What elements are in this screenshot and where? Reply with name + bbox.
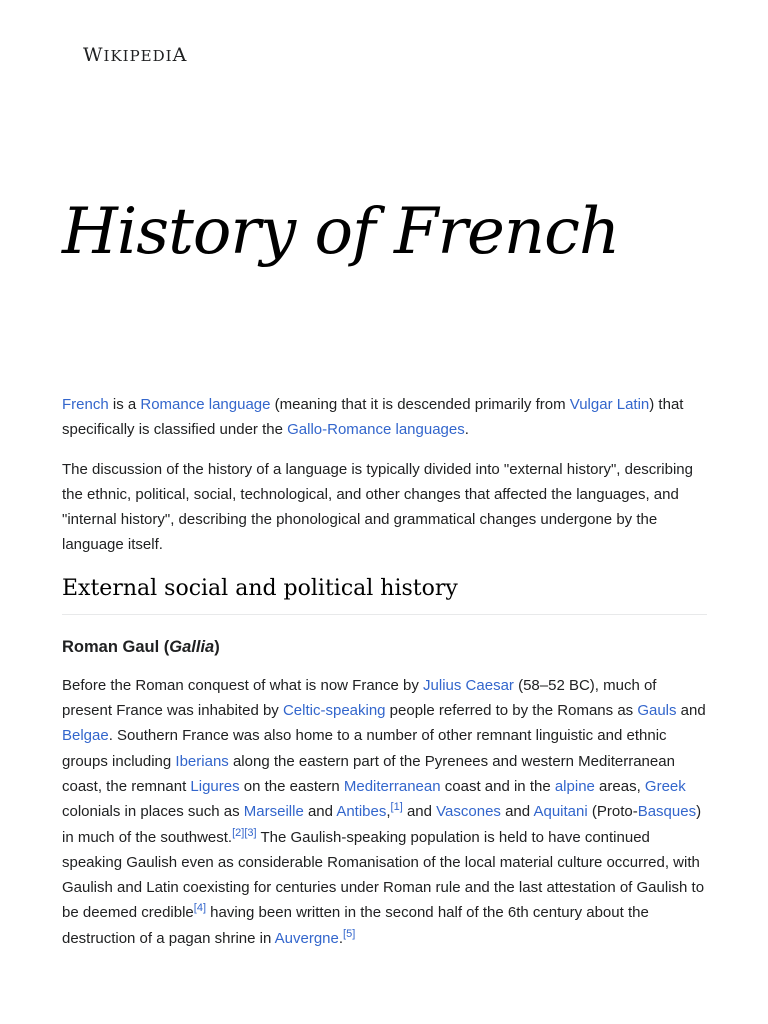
intro-paragraph-1 (62, 392, 707, 443)
link-auvergne[interactable]: Auvergne (274, 929, 339, 947)
text: people referred to by the Romans as (385, 702, 638, 720)
link-marseille[interactable]: Marseille (243, 803, 304, 821)
reference-4[interactable]: [4] (193, 902, 206, 915)
link-aquitani[interactable]: Aquitani (533, 803, 588, 821)
text: having been written in the second half of the 6th century about the destruction of a pagan shrine in (62, 904, 649, 947)
link-iberians[interactable]: Iberians (175, 752, 229, 770)
intro-paragraph-2: The discussion of the history of a language is typically divided into "external history", describing the ethnic, political, social, technological, and other changes that affected the languages, and "internal history", describing the phonological and grammatical changes undergone by the language itself. (62, 460, 693, 554)
text: areas, (594, 777, 645, 795)
heading-text: ) (214, 637, 220, 656)
text: is a (108, 396, 141, 413)
heading-italic: Gallia (169, 637, 215, 656)
text: on the eastern (239, 777, 344, 795)
reference-3[interactable]: [3] (244, 826, 257, 839)
text: . Southern France was also home to a number of other remnant linguistic and ethnic groups including (62, 727, 667, 770)
page-title: History of French (62, 195, 620, 269)
link-greek[interactable]: Greek (644, 777, 686, 795)
logo-rest: IKIPEDI (103, 47, 173, 65)
text: . (464, 421, 469, 439)
link-romance-language[interactable]: Romance language (140, 396, 271, 413)
subsection-heading-roman-gaul (62, 635, 707, 659)
text: (58–52 BC), much of present France was inhabited by (62, 676, 657, 720)
text: and (500, 803, 534, 821)
text: Before the Roman conquest of what is now France by (62, 676, 424, 694)
article-body (62, 392, 707, 965)
text: along the eastern part of the Pyrenees and western Mediterranean coast, the remnant (62, 752, 675, 795)
reference-1[interactable]: [1] (390, 801, 403, 814)
text: coast and in the (440, 777, 555, 795)
link-belgae[interactable]: Belgae (62, 727, 109, 745)
text: and (676, 702, 706, 720)
text: colonials in places such as (62, 803, 244, 821)
logo-last: A (172, 44, 188, 66)
text: The Gaulish-speaking population is held to have continued speaking Gaulish even as considerable Romanisation of the local material culture occurred, with Gaulish and Latin coexisting for centuries under Roman rule and the last attestation of Gaulish to be deemed credible (62, 828, 705, 922)
link-alpine[interactable]: alpine (554, 777, 595, 795)
logo-first: W (83, 44, 104, 66)
link-basques[interactable]: Basques (637, 803, 697, 821)
text: ) that specifically is classified under the (62, 396, 684, 439)
text: , (386, 803, 391, 821)
link-gallo-romance-languages[interactable]: Gallo-Romance languages (287, 421, 465, 439)
link-celtic-speaking[interactable]: Celtic-speaking (282, 702, 386, 720)
link-vulgar-latin[interactable]: Vulgar Latin (569, 396, 650, 413)
heading-text: Roman Gaul ( (62, 637, 170, 656)
link-gauls[interactable]: Gauls (637, 702, 677, 720)
text: (Proto- (587, 803, 638, 821)
wikipedia-logo[interactable] (83, 44, 187, 66)
link-ligures[interactable]: Ligures (190, 777, 240, 795)
reference-5[interactable]: [5] (343, 927, 356, 940)
roman-gaul-paragraph (62, 673, 707, 951)
reference-2[interactable]: [2] (232, 826, 245, 839)
section-heading-external-history: External social and political history (62, 574, 707, 615)
link-julius-caesar[interactable]: Julius Caesar (423, 676, 514, 694)
link-mediterranean[interactable]: Mediterranean (343, 777, 441, 795)
text: and (402, 803, 437, 821)
text: . (338, 929, 344, 947)
text: (meaning that it is descended primarily from (270, 396, 570, 413)
link-antibes[interactable]: Antibes (336, 803, 387, 821)
link-french[interactable]: French (62, 396, 109, 413)
text: ) in much of the southwest. (62, 803, 702, 846)
link-vascones[interactable]: Vascones (436, 803, 501, 821)
text: and (303, 803, 337, 821)
